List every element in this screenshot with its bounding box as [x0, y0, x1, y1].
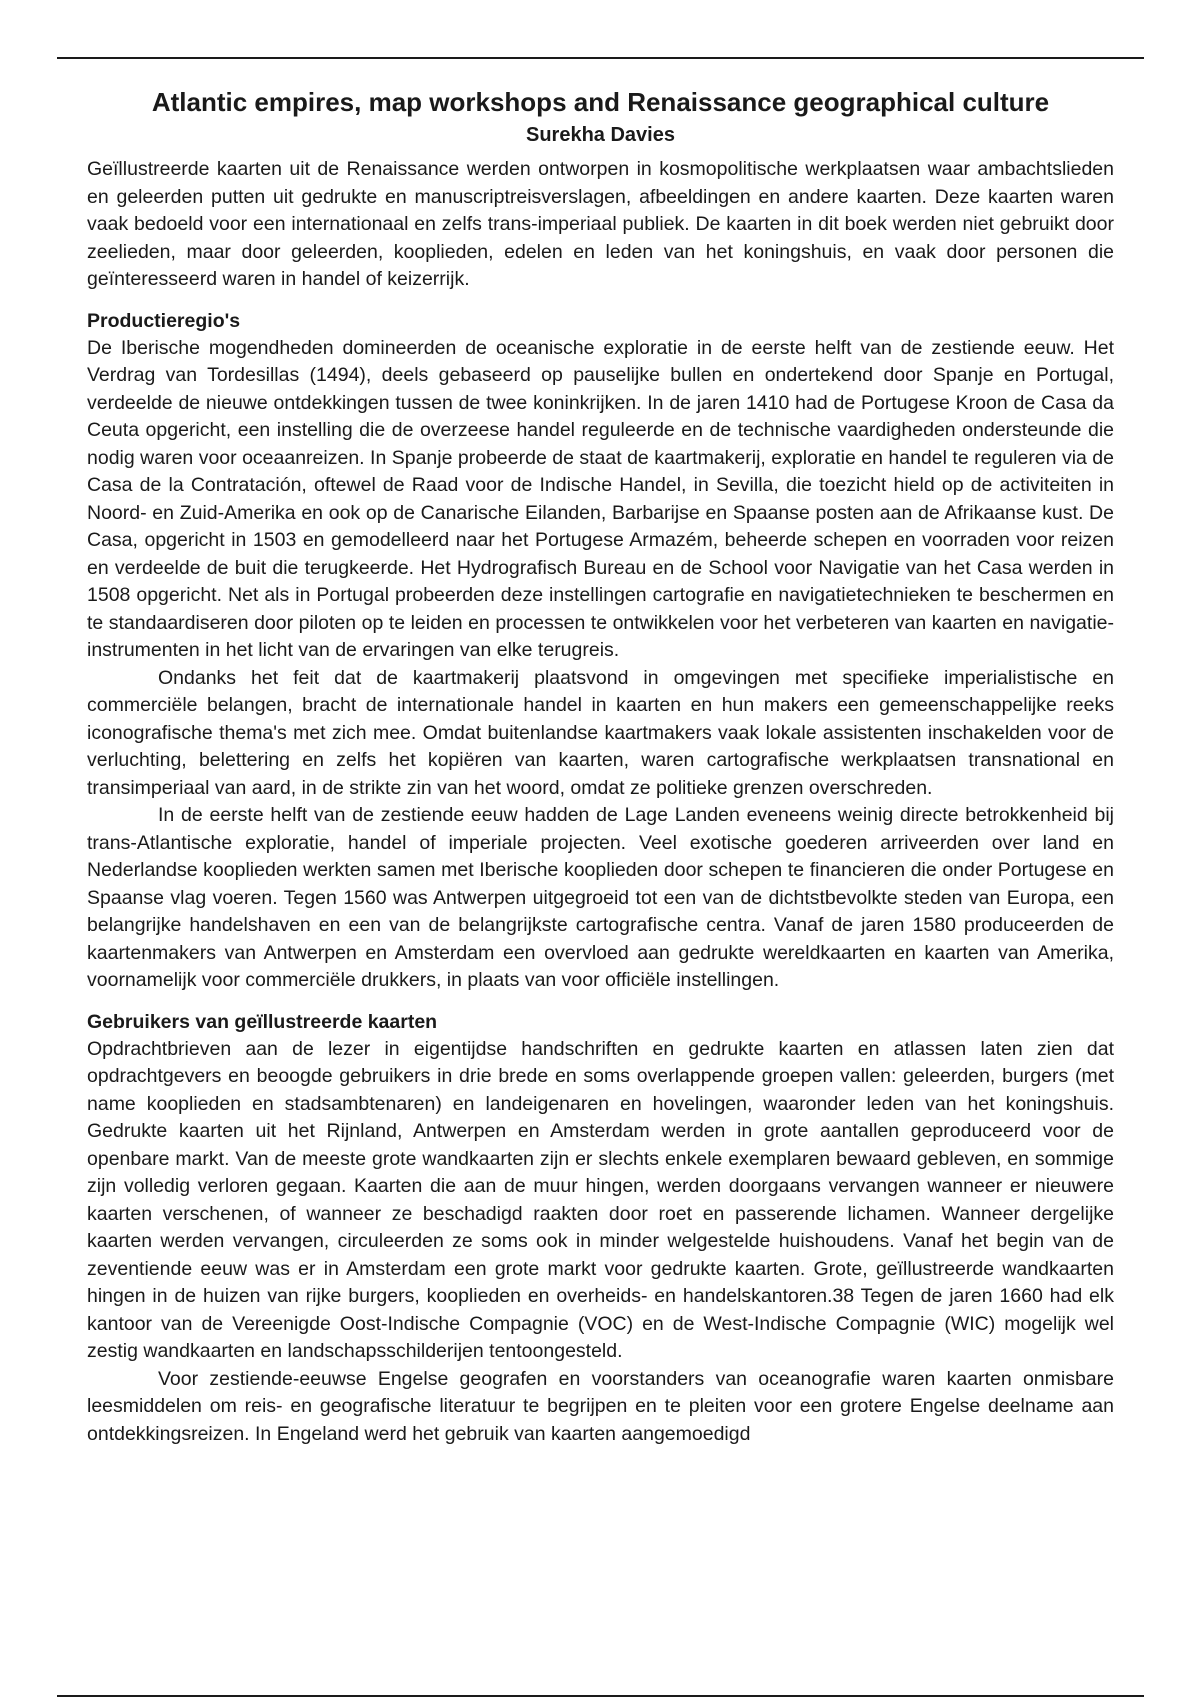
section-heading: Gebruikers van geïllustreerde kaarten: [87, 1010, 438, 1033]
section-productieregios: [87, 307, 1114, 995]
section-heading: Productieregio's: [87, 309, 241, 332]
section-gebruikers: [87, 1008, 1114, 1449]
body-paragraph: Opdrachtbrieven aan de lezer in eigentijdse handschriften en gedrukte kaarten en atlassen laten zien dat opdrachtgevers en beoogde gebruikers in drie brede en soms overlappende groepen vallen: geleerden, burgers (met name kooplieden en stadsambtenaren) en landeigenaren en hovelingen, waaronder leden van het koningshuis. Gedrukte kaarten uit het Rijnland, Antwerpen en Amsterdam werden in grote aantallen geproduceerd voor de openbare markt. Van de meeste grote wandkaarten zijn er slechts enkele exemplaren bewaard gebleven, en sommige zijn volledig verloren gegaan. Kaarten die aan de muur hingen, werden doorgaans vervangen wanneer er nieuwere kaarten verschenen, of wanneer ze beschadigd raakten door roet en passerende lichamen. Wanneer dergelijke kaarten werden vervangen, circuleerden ze soms ook in minder welgestelde huishoudens. Vanaf het begin van de zeventiende eeuw was er in Amsterdam een grote markt voor gedrukte kaarten. Grote, geïllustreerde wandkaarten hingen in de huizen van rijke burgers, kooplieden en overheids- en handelskantoren.38 Tegen de jaren 1660 had elk kantoor van de Vereenigde Oost-Indische Compagnie (VOC) en de West-Indische Compagnie (WIC) mogelijk wel zestig wandkaarten en landschapsschilderijen tentoongesteld.: [87, 1037, 1114, 1362]
body-paragraph: Voor zestiende-eeuwse Engelse geografen en voorstanders van oceanografie waren kaarten onmisbare leesmiddelen om reis- en geografische literatuur te begrijpen en te pleiten voor een grotere Engelse deelname aan ontdekkingsreizen. In Engeland werd het gebruik van kaarten aangemoedigd: [87, 1367, 1114, 1445]
bottom-rule: [57, 1695, 1144, 1697]
top-rule: [57, 57, 1144, 59]
page-content: [87, 82, 1114, 1448]
body-paragraph: De Iberische mogendheden domineerden de oceanische exploratie in de eerste helft van de zestiende eeuw. Het Verdrag van Tordesillas (1494), deels gebaseerd op pauselijke bullen en ondertekend door Spanje en Portugal, verdeelde de nieuwe ontdekkingen tussen de twee koninkrijken. In de jaren 1410 had de Portugese Kroon de Casa da Ceuta opgericht, een instelling die de overzeese handel reguleerde en de technische vaardigheden ondersteunde die nodig waren voor oceaanreizen. In Spanje probeerde de staat de kaartmakerij, exploratie en handel te reguleren via de Casa de la Contratación, oftewel de Raad voor de Indische Handel, in Sevilla, die toezicht hield op de activiteiten in Noord- en Zuid-Amerika en ook op de Canarische Eilanden, Barbarijse en Spaanse posten aan de Afrikaanse kust. De Casa, opgericht in 1503 en gemodelleerd naar het Portugese Armazém, beheerde schepen en voorraden voor reizen en verdeelde de buit die terugkeerde. Het Hydrografisch Bureau en de School voor Navigatie van het Casa werden in 1508 opgericht. Net als in Portugal probeerden deze instellingen cartografie en navigatietechnieken te beschermen en te standaardiseren door piloten op te leiden en processen te ontwikkelen voor het verbeteren van kaarten en navigatie-instrumenten in het licht van de ervaringen van elke terugreis.: [87, 336, 1114, 661]
document-title: Atlantic empires, map workshops and Renaissance geographical culture: [151, 87, 1050, 117]
body-paragraph: In de eerste helft van de zestiende eeuw hadden de Lage Landen eveneens weinig directe betrokkenheid bij trans-Atlantische exploratie, handel of imperiale projecten. Veel exotische goederen arriveerden over land en Nederlandse kooplieden werkten samen met Iberische kooplieden door schepen te financieren die onder Portugese en Spaanse vlag voeren. Tegen 1560 was Antwerpen uitgegroeid tot een van de dichtstbevolkte steden van Europa, een belangrijke handelshaven en een van de belangrijkste cartografische centra. Vanaf de jaren 1580 produceerden de kaartenmakers van Antwerpen en Amsterdam een overvloed aan gedrukte wereldkaarten en kaarten van Amerika, voornamelijk voor commerciële drukkers, in plaats van voor officiële instellingen.: [87, 804, 1114, 991]
body-paragraph: Ondanks het feit dat de kaartmakerij plaatsvond in omgevingen met specifieke imperialistische en commerciële belangen, bracht de internationale handel in kaarten en hun makers een gemeenschappelijke reeks iconografische thema's met zich mee. Omdat buitenlandse kaartmakers vaak lokale assistenten inschakelden voor de verluchting, belettering en zelfs het kopiëren van kaarten, waren cartografische werkplaatsen transnational en transimperiaal van aard, in de strikte zin van het woord, omdat ze politieke grenzen overschreden.: [87, 666, 1114, 799]
document-author: Surekha Davies: [526, 124, 675, 146]
intro-paragraph: Geïllustreerde kaarten uit de Renaissance werden ontworpen in kosmopolitische werkplaatsen waar ambachtslieden en geleerden putten uit gedrukte en manuscriptreisverslagen, afbeeldingen en andere kaarten. Deze kaarten waren vaak bedoeld voor een internationaal en zelfs trans-imperiaal publiek. De kaarten in dit boek werden niet gebruikt door zeelieden, maar door geleerden, kooplieden, edelen en leden van het koningshuis, en vaak door personen die geïnteresseerd waren in handel of keizerrijk.: [87, 158, 1114, 290]
